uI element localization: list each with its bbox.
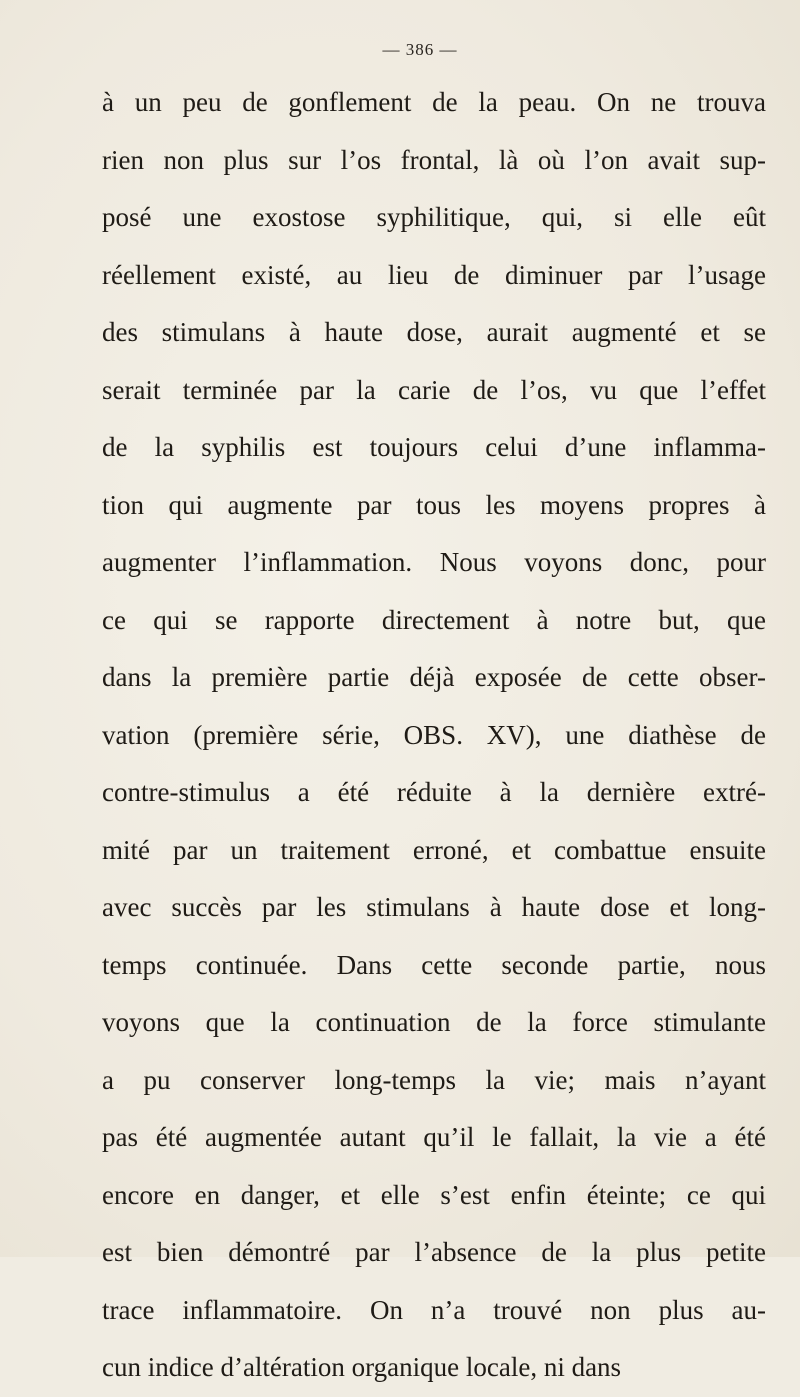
text-line: de la syphilis est toujours celui d’une inflamma-: [102, 432, 766, 462]
text-line: cun indice d’altération organique locale, ni dans: [102, 1352, 622, 1382]
text-line: contre-stimulus a été réduite à la dernière extré-: [102, 777, 766, 807]
text-line: posé une exostose syphilitique, qui, si elle eût: [102, 202, 766, 232]
text-line: voyons que la continuation de la force stimulante: [102, 1007, 766, 1037]
page-number: — 386 —: [382, 40, 458, 59]
text-line: ce qui se rapporte directement à notre but, que: [102, 604, 766, 635]
text-line: tion qui augmente par tous les moyens propres à: [102, 489, 766, 520]
text-line: rien non plus sur l’os frontal, là où l’on avait sup-: [102, 144, 766, 175]
text-line: réellement existé, au lieu de diminuer par l’usage: [102, 259, 766, 290]
text-line: mité par un traitement erroné, et combattue ensuite: [102, 834, 766, 865]
text-line: a pu conserver long-temps la vie; mais n’ayant: [102, 1064, 766, 1095]
text-line: vation (première série, OBS. XV), une diathèse de: [102, 719, 766, 750]
text-line: des stimulans à haute dose, aurait augmenté et se: [102, 317, 766, 347]
text-line: dans la première partie déjà exposée de cette obser-: [102, 662, 766, 692]
text-line: pas été augmentée autant qu’il le fallait, la vie a été: [102, 1122, 766, 1152]
text-line: augmenter l’inflammation. Nous voyons donc, pour: [102, 547, 766, 577]
text-line: à un peu de gonflement de la peau. On ne trouva: [102, 87, 766, 117]
text-line: est bien démontré par l’absence de la plus petite: [102, 1237, 766, 1267]
text-line: serait terminée par la carie de l’os, vu que l’effet: [102, 374, 766, 405]
text-line: encore en danger, et elle s’est enfin éteinte; ce qui: [102, 1179, 766, 1210]
text-line: avec succès par les stimulans à haute dose et long-: [102, 892, 766, 922]
text-line: trace inflammatoire. On n’a trouvé non plus au-: [102, 1294, 766, 1325]
text-line: temps continuée. Dans cette seconde partie, nous: [102, 949, 766, 980]
body-text: [102, 74, 766, 1397]
